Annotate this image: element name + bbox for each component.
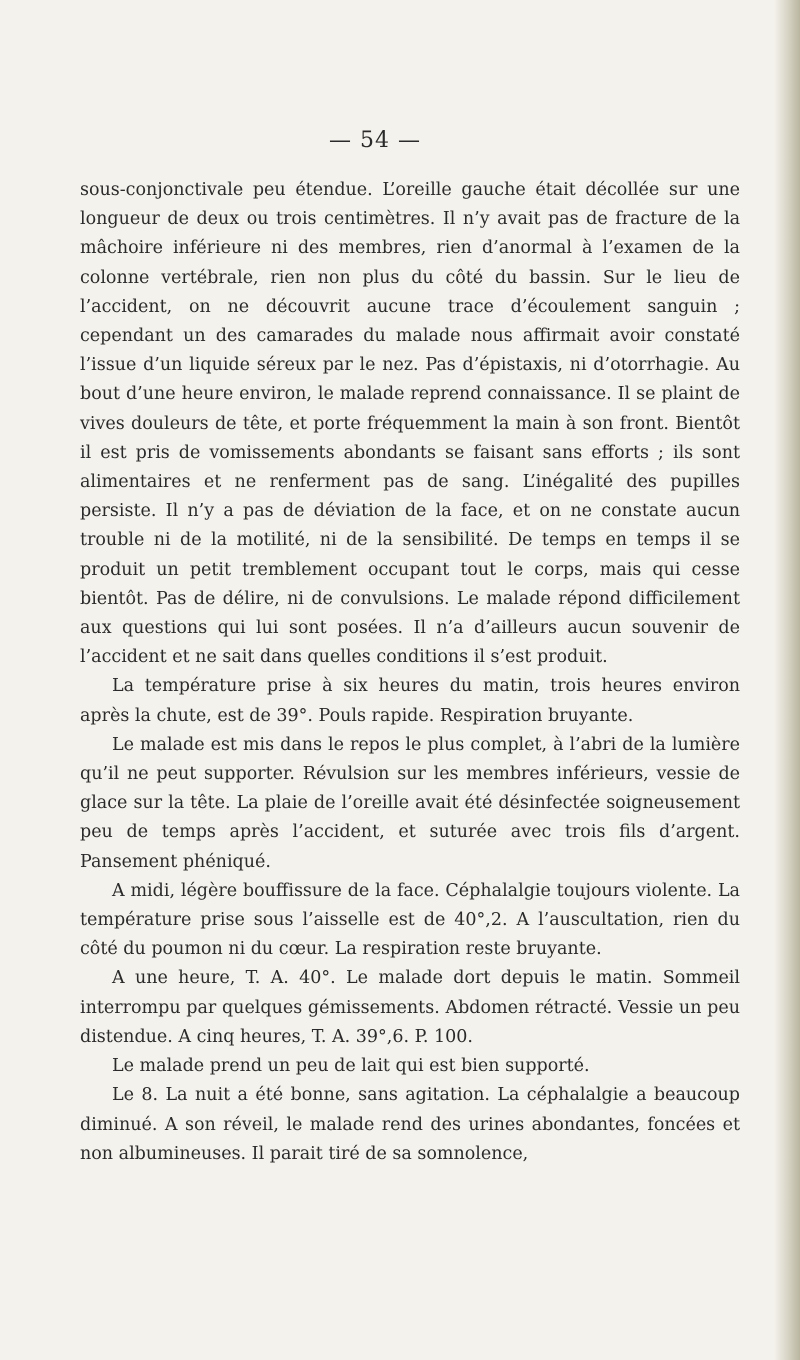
page-number: — 54 — xyxy=(329,128,421,153)
paragraph-4: A midi, légère bouffissure de la face. Céphalalgie toujours violente. La température prise sous l’aisselle est de 40°,2. A l’auscultation, rien du côté du poumon ni du cœur. La respiration reste bruyante. xyxy=(80,880,740,960)
paragraph-3: Le malade est mis dans le repos le plus complet, à l’abri de la lumière qu’il ne peut supporter. Révulsion sur les membres inférieurs, vessie de glace sur la tête. La plaie de l’oreille avait été désinfectée soigneusement peu de temps après l’accident, et suturée avec trois fils d’argent. Pansement phéniqué. xyxy=(80,734,740,872)
body-text xyxy=(80,176,740,1169)
paragraph-1: sous-conjonctivale peu étendue. L’oreille gauche était décollée sur une longueur de deux ou trois centimètres. Il n’y avait pas de fracture de la mâchoire inférieure ni des membres, rien d’anormal à l’examen de la colonne vertébrale, rien non plus du côté du bassin. Sur le lieu de l’accident, on ne découvrit aucune trace d’écoulement sanguin ; cependant un des camarades du malade nous affirmait avoir constaté l’issue d’un liquide séreux par le nez. Pas d’épistaxis, ni d’otorrhagie. Au bout d’une heure environ, le malade reprend connaissance. Il se plaint de vives douleurs de tête, et porte fréquemment la main à son front. Bientôt il est pris de vomissements abondants se faisant sans efforts ; ils sont alimentaires et ne renferment pas de sang. L’inégalité des pupilles persiste. Il n’y a pas de déviation de la face, et on ne constate aucun trouble ni de la motilité, ni de la sensibilité. De temps en temps il se produit un petit tremblement occupant tout le corps, mais qui cesse bientôt. Pas de délire, ni de convulsions. Le malade répond difficilement aux questions qui lui sont posées. Il n’a d’ailleurs aucun souvenir de l’accident et ne sait dans quelles conditions il s’est produit. xyxy=(80,180,740,668)
paragraph-2: La température prise à six heures du matin, trois heures environ après la chute, est de 39°. Pouls rapide. Respiration bruyante. xyxy=(80,676,740,726)
paragraph-5: A une heure, T. A. 40°. Le malade dort depuis le matin. Sommeil interrompu par quelques gémissements. Abdomen rétracté. Vessie un peu distendue. A cinq heures, T. A. 39°,6. P. 100. xyxy=(80,968,740,1047)
paragraph-6: Le malade prend un peu de lait qui est bien supporté. xyxy=(112,1056,590,1077)
page-edge-shadow xyxy=(774,0,800,1360)
paragraph-7: Le 8. La nuit a été bonne, sans agitation. La céphalalgie a beaucoup diminué. A son réveil, le malade rend des urines abondantes, foncées et non albumineuses. Il parait tiré de sa somnolence, xyxy=(80,1085,740,1164)
